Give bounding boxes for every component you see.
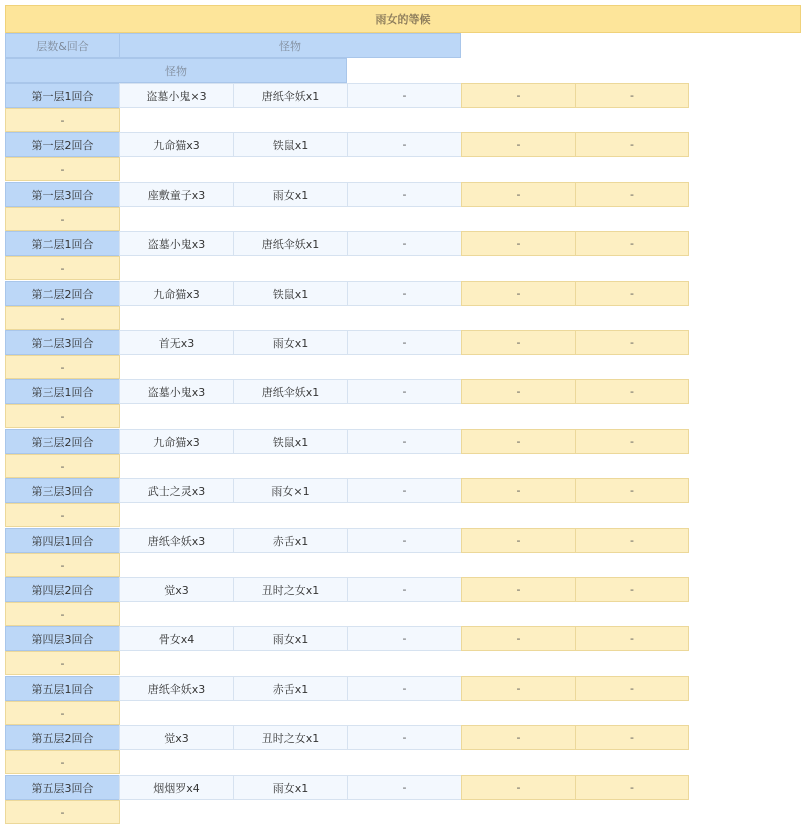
empty-cell: - xyxy=(461,379,576,404)
empty-cell: - xyxy=(347,182,462,207)
floor-round-label: 第五层3回合 xyxy=(5,775,120,800)
row-sub-cell: - xyxy=(5,701,120,725)
row-sub-cell: - xyxy=(5,355,120,379)
empty-cell: - xyxy=(461,132,576,157)
empty-cell: - xyxy=(575,379,689,404)
monster-group-1: 首无x3 xyxy=(119,330,234,355)
floor-round-label: 第一层2回合 xyxy=(5,132,120,157)
empty-cell: - xyxy=(575,182,689,207)
monster-group-2: 雨女x1 xyxy=(233,775,348,800)
empty-cell: - xyxy=(347,132,462,157)
monster-group-1: 盗墓小鬼×3 xyxy=(119,83,234,108)
empty-cell: - xyxy=(461,626,576,651)
empty-cell: - xyxy=(575,132,689,157)
row-sub-cell: - xyxy=(5,800,120,824)
subheader-monster: 怪物 xyxy=(5,58,347,83)
empty-cell: - xyxy=(347,528,462,553)
monster-group-2: 铁鼠x1 xyxy=(233,429,348,454)
monster-group-2: 雨女x1 xyxy=(233,626,348,651)
empty-cell: - xyxy=(575,775,689,800)
monster-group-2: 雨女×1 xyxy=(233,478,348,503)
header-monster: 怪物 xyxy=(119,33,461,58)
monster-group-2: 雨女x1 xyxy=(233,330,348,355)
monster-group-1: 武士之灵x3 xyxy=(119,478,234,503)
empty-cell: - xyxy=(575,281,689,306)
empty-cell: - xyxy=(461,231,576,256)
monster-group-2: 雨女x1 xyxy=(233,182,348,207)
floor-round-label: 第二层2回合 xyxy=(5,281,120,306)
monster-group-1: 九命猫x3 xyxy=(119,281,234,306)
floor-round-label: 第一层3回合 xyxy=(5,182,120,207)
empty-cell: - xyxy=(575,231,689,256)
empty-cell: - xyxy=(575,676,689,701)
empty-cell: - xyxy=(575,577,689,602)
monster-group-2: 唐纸伞妖x1 xyxy=(233,231,348,256)
floor-round-label: 第五层2回合 xyxy=(5,725,120,750)
row-sub-cell: - xyxy=(5,651,120,675)
empty-cell: - xyxy=(575,626,689,651)
empty-cell: - xyxy=(347,577,462,602)
empty-cell: - xyxy=(461,478,576,503)
row-sub-cell: - xyxy=(5,503,120,527)
row-sub-cell: - xyxy=(5,207,120,231)
monster-group-2: 铁鼠x1 xyxy=(233,132,348,157)
empty-cell: - xyxy=(347,626,462,651)
monster-group-1: 座敷童子x3 xyxy=(119,182,234,207)
row-sub-cell: - xyxy=(5,157,120,181)
monster-group-1: 骨女x4 xyxy=(119,626,234,651)
empty-cell: - xyxy=(461,528,576,553)
monster-group-2: 丑时之女x1 xyxy=(233,725,348,750)
monster-group-1: 九命猫x3 xyxy=(119,132,234,157)
empty-cell: - xyxy=(575,725,689,750)
monster-group-1: 唐纸伞妖x3 xyxy=(119,528,234,553)
empty-cell: - xyxy=(347,281,462,306)
floor-round-label: 第一层1回合 xyxy=(5,83,120,108)
floor-round-label: 第三层2回合 xyxy=(5,429,120,454)
monster-group-2: 赤舌x1 xyxy=(233,676,348,701)
floor-round-label: 第三层3回合 xyxy=(5,478,120,503)
empty-cell: - xyxy=(347,676,462,701)
monster-group-2: 唐纸伞妖x1 xyxy=(233,379,348,404)
empty-cell: - xyxy=(461,676,576,701)
empty-cell: - xyxy=(461,725,576,750)
empty-cell: - xyxy=(347,379,462,404)
floor-round-label: 第四层2回合 xyxy=(5,577,120,602)
empty-cell: - xyxy=(347,725,462,750)
empty-cell: - xyxy=(461,577,576,602)
empty-cell: - xyxy=(575,330,689,355)
monster-group-2: 赤舌x1 xyxy=(233,528,348,553)
row-sub-cell: - xyxy=(5,404,120,428)
row-sub-cell: - xyxy=(5,306,120,330)
empty-cell: - xyxy=(575,528,689,553)
row-sub-cell: - xyxy=(5,454,120,478)
monster-group-1: 盗墓小鬼x3 xyxy=(119,231,234,256)
monster-group-1: 九命猫x3 xyxy=(119,429,234,454)
floor-round-label: 第五层1回合 xyxy=(5,676,120,701)
monster-group-2: 唐纸伞妖x1 xyxy=(233,83,348,108)
table-title: 雨女的等候 xyxy=(5,5,801,33)
monster-group-1: 烟烟罗x4 xyxy=(119,775,234,800)
floor-round-label: 第四层3回合 xyxy=(5,626,120,651)
empty-cell: - xyxy=(461,281,576,306)
monster-group-1: 觉x3 xyxy=(119,725,234,750)
monster-group-2: 铁鼠x1 xyxy=(233,281,348,306)
floor-round-label: 第三层1回合 xyxy=(5,379,120,404)
floor-round-label: 第二层3回合 xyxy=(5,330,120,355)
empty-cell: - xyxy=(347,775,462,800)
empty-cell: - xyxy=(575,478,689,503)
empty-cell: - xyxy=(461,330,576,355)
row-sub-cell: - xyxy=(5,256,120,280)
row-sub-cell: - xyxy=(5,750,120,774)
empty-cell: - xyxy=(461,429,576,454)
empty-cell: - xyxy=(461,182,576,207)
monster-group-1: 觉x3 xyxy=(119,577,234,602)
row-sub-cell: - xyxy=(5,602,120,626)
floor-round-label: 第四层1回合 xyxy=(5,528,120,553)
empty-cell: - xyxy=(575,83,689,108)
header-floor-round: 层数&回合 xyxy=(5,33,120,58)
empty-cell: - xyxy=(461,83,576,108)
empty-cell: - xyxy=(347,429,462,454)
monster-group-1: 盗墓小鬼x3 xyxy=(119,379,234,404)
floor-round-label: 第二层1回合 xyxy=(5,231,120,256)
monster-group-2: 丑时之女x1 xyxy=(233,577,348,602)
row-sub-cell: - xyxy=(5,108,120,132)
empty-cell: - xyxy=(347,83,462,108)
row-sub-cell: - xyxy=(5,553,120,577)
empty-cell: - xyxy=(347,330,462,355)
empty-cell: - xyxy=(575,429,689,454)
empty-cell: - xyxy=(347,231,462,256)
monster-group-1: 唐纸伞妖x3 xyxy=(119,676,234,701)
empty-cell: - xyxy=(347,478,462,503)
empty-cell: - xyxy=(461,775,576,800)
